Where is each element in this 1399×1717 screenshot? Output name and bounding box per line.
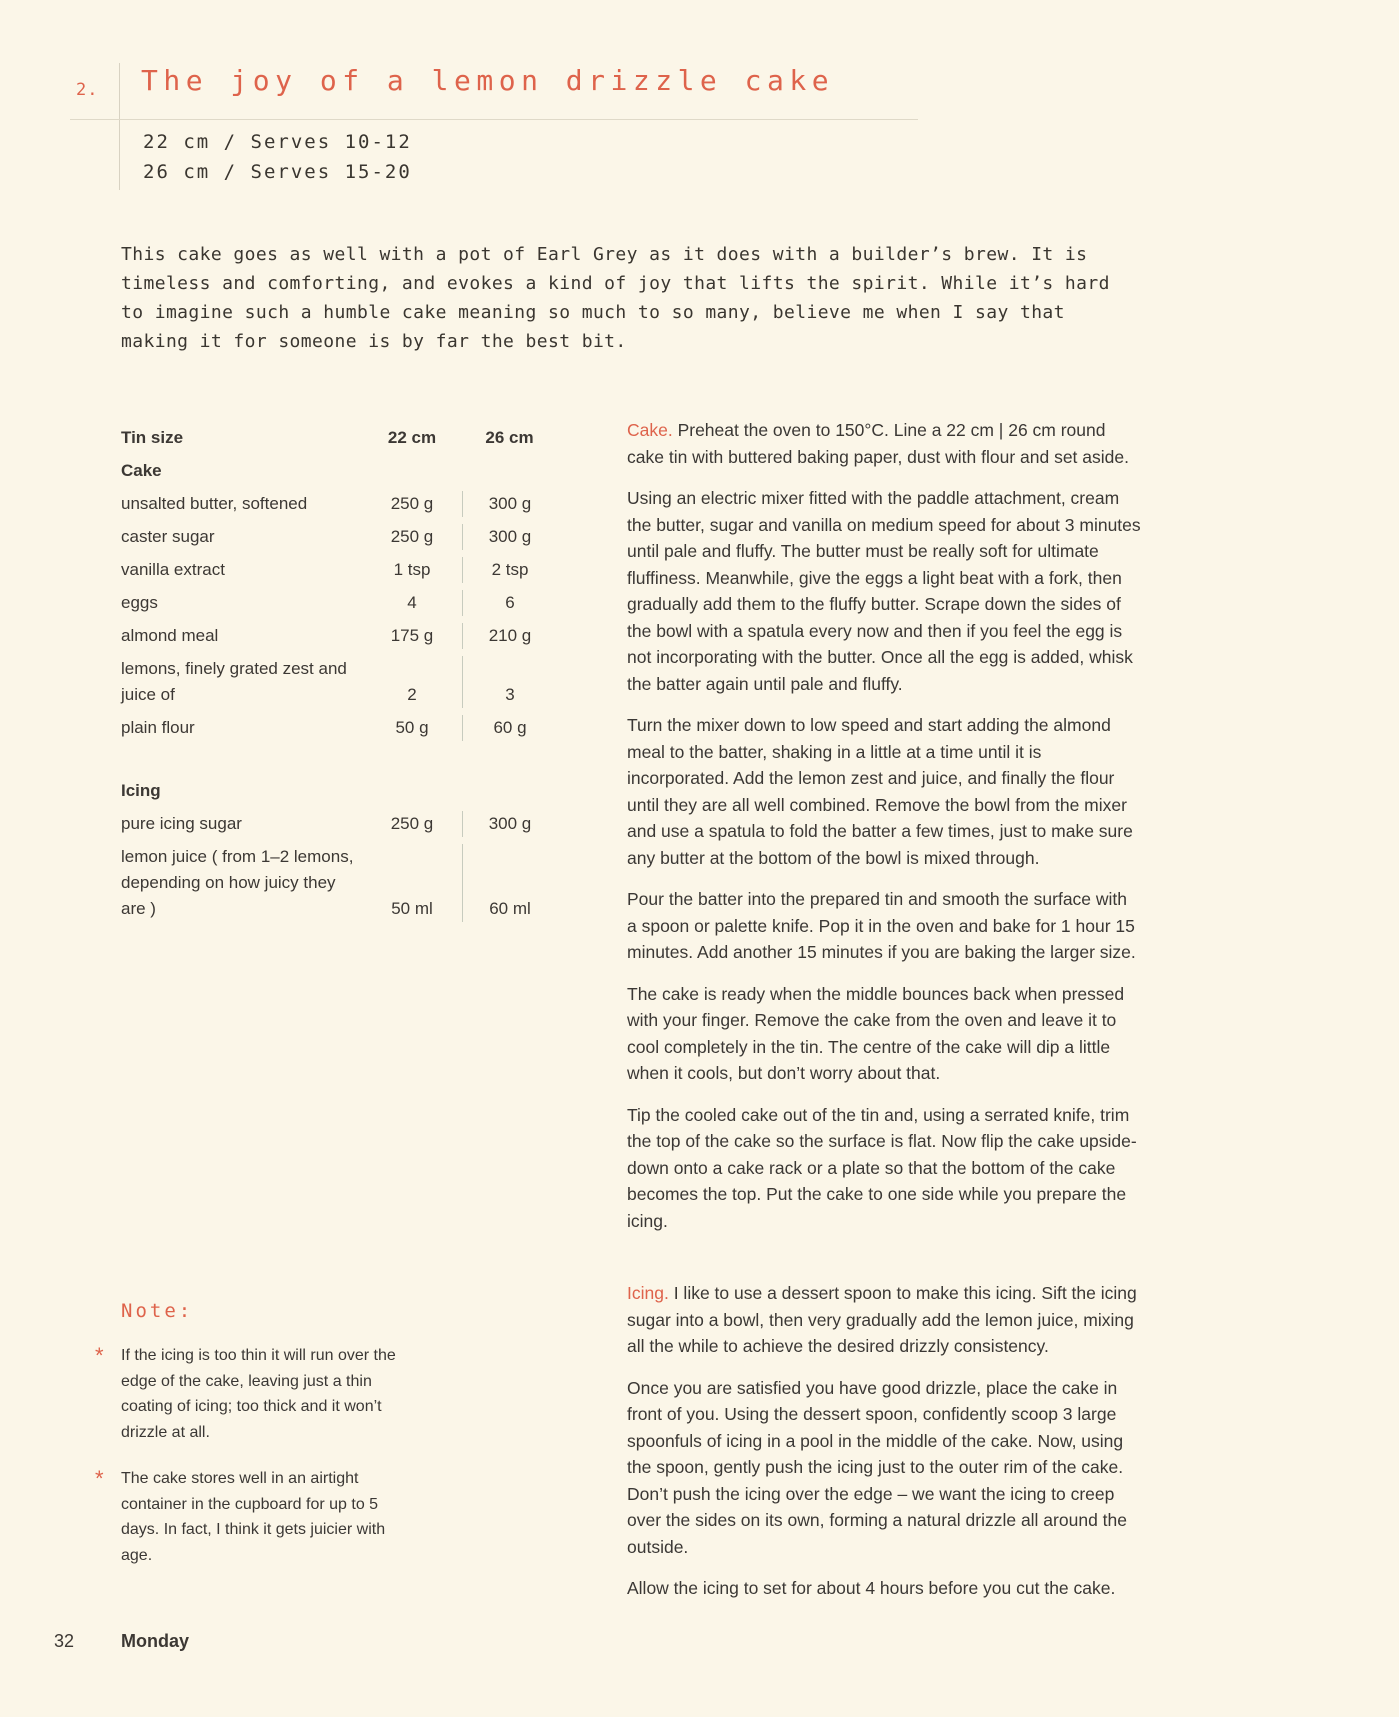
note-item — [95, 1466, 401, 1568]
title-vertical-rule — [119, 63, 120, 190]
ingredient-amount-22cm: 250 g — [390, 494, 434, 513]
ingredient-row — [121, 484, 557, 517]
paragraph-text: Turn the mixer down to low speed and start adding the almond meal to the batter, shaking in a little at a time until it is incorporated. Add the lemon zest and juice, and finally the flour until they are all well combined. Remove the bowl from the mixer and use a spatula to fold the batter a few times, just to make sure any butter at the bottom of the bowl is mixed through. — [627, 715, 1133, 868]
ingredient-row — [121, 804, 557, 837]
ingredient-section — [121, 451, 557, 741]
note-text: The cake stores well in an airtight container in the cupboard for up to 5 days. In fact, I think it gets juicier with age. — [121, 1470, 386, 1564]
paragraph-text: The cake is ready when the middle bounces back when pressed with your finger. Remove the cake from the oven and leave it to cool completely in the tin. The centre of the cake will dip a little when it cools, but don’t worry about that. — [627, 983, 1125, 1083]
ingredient-row — [121, 550, 557, 583]
ingredient-amount-26cm: 3 — [462, 656, 557, 708]
paragraph-text: I like to use a dessert spoon to make this icing. Sift the icing sugar into a bowl, then very gradually add the lemon juice, mixing all the while to achieve the desired drizzly consistency. — [627, 1283, 1137, 1356]
method-paragraph — [627, 981, 1141, 1087]
ingredient-name: almond meal — [121, 626, 219, 645]
ingredient-name: unsalted butter, softened — [121, 494, 308, 513]
method-paragraph — [627, 1280, 1141, 1360]
ingredient-section-title: Icing — [121, 781, 161, 800]
footer-day-label: Monday — [121, 1631, 190, 1651]
paragraph-text: Using an electric mixer fitted with the paddle attachment, cream the butter, sugar and vanilla on medium speed for about 3 minutes until pale and fluffy. The butter must be really soft for ultimate fluffiness. Meanwhile, give the eggs a light beat with a fork, then gradually add them to the fluffy butter. Scrape down the sides of the bowl with a spatula every now and then if you feel the egg is not incorporating with the butter. Once all the egg is added, whisk the batter again until pale and fluffy. — [627, 488, 1141, 694]
ingredient-amount-26cm: 6 — [462, 590, 557, 616]
ingredient-amount-26cm: 60 ml — [462, 844, 557, 922]
asterisk-bullet: * — [95, 1466, 104, 1491]
ingredient-amount-26cm: 300 g — [462, 811, 557, 837]
ingredient-name: caster sugar — [121, 527, 215, 546]
table-header-row — [121, 418, 557, 451]
method-paragraph — [627, 1375, 1141, 1561]
ingredients-table — [121, 418, 557, 922]
ingredient-amount-22cm: 175 g — [390, 626, 434, 645]
ingredient-name: lemon juice ( from 1–2 lemons, depending on how juicy they are ) — [121, 847, 354, 918]
serves-line: 26 cm / Serves 15-20 — [143, 161, 412, 183]
ingredient-row — [121, 837, 557, 922]
ingredient-amount-22cm: 1 tsp — [393, 560, 431, 579]
paragraph-text: Tip the cooled cake out of the tin and, using a serrated knife, trim the top of the cake so the surface is flat. Now flip the cake upside-down onto a cake rack or a plate so that the bottom of the cake becomes the top. Put the cake to one side while you prepare the icing. — [627, 1104, 1137, 1231]
method-paragraph — [627, 886, 1141, 966]
chapter-number: 2. — [76, 80, 99, 100]
column-header-22cm: 22 cm — [387, 428, 437, 447]
asterisk-bullet: * — [95, 1343, 104, 1368]
method-column — [627, 417, 1141, 1617]
ingredient-amount-22cm: 50 g — [395, 718, 429, 737]
ingredient-name: pure icing sugar — [121, 814, 242, 833]
title-horizontal-rule — [70, 119, 918, 120]
ingredient-name: plain flour — [121, 718, 195, 737]
method-paragraph — [627, 417, 1141, 470]
paragraph-lead-label: Icing. — [627, 1283, 674, 1303]
column-header-26cm: 26 cm — [485, 428, 534, 447]
ingredient-section — [121, 771, 557, 922]
ingredient-row — [121, 616, 557, 649]
ingredient-section-title: Cake — [121, 461, 162, 480]
ingredient-amount-26cm: 60 g — [462, 715, 557, 741]
serves-info — [143, 127, 412, 187]
paragraph-text: Pour the batter into the prepared tin and smooth the surface with a spoon or palette knife. Pop it in the oven and bake for 1 hour 15 minutes. Add another 15 minutes if you are baking the larger size. — [627, 889, 1136, 962]
ingredient-amount-26cm: 300 g — [462, 491, 557, 517]
note-item — [95, 1343, 401, 1445]
ingredient-amount-22cm: 4 — [407, 593, 417, 612]
ingredient-rows — [121, 484, 557, 741]
ingredient-amount-26cm: 300 g — [462, 524, 557, 550]
ingredient-amount-26cm: 210 g — [462, 623, 557, 649]
notes-block — [95, 1300, 401, 1568]
intro-paragraph: This cake goes as well with a pot of Earl Grey as it does with a builder’s brew. It is timeless and comforting, and evokes a kind of joy that lifts the spirit. While it’s hard to imagine such a humble cake meaning so much to so many, believe me when I say that making it for someone is by far the best bit. — [121, 244, 1110, 352]
ingredient-row — [121, 649, 557, 708]
ingredient-amount-22cm: 250 g — [390, 527, 434, 546]
ingredient-rows — [121, 804, 557, 922]
serves-line: 22 cm / Serves 10-12 — [143, 131, 412, 153]
method-paragraph — [627, 712, 1141, 871]
note-text: If the icing is too thin it will run over the edge of the cake, leaving just a thin coating of icing; too thick and it won’t drizzle at all. — [121, 1347, 396, 1441]
section-title-row — [121, 771, 557, 804]
paragraph-lead-label: Cake. — [627, 420, 678, 440]
ingredient-name: eggs — [121, 593, 158, 612]
ingredient-amount-22cm: 250 g — [390, 814, 434, 833]
footer-page-number: 32 — [54, 1631, 75, 1651]
page-title: The joy of a lemon drizzle cake — [141, 64, 835, 97]
ingredient-sections — [121, 451, 557, 922]
note-items — [95, 1343, 401, 1568]
ingredient-row — [121, 708, 557, 741]
ingredient-name: lemons, finely grated zest and juice of — [121, 659, 347, 704]
ingredient-row — [121, 583, 557, 616]
column-header-tin-size: Tin size — [121, 428, 184, 447]
ingredient-name: vanilla extract — [121, 560, 225, 579]
ingredient-amount-26cm: 2 tsp — [462, 557, 557, 583]
method-paragraph — [627, 1102, 1141, 1235]
paragraph-text: Preheat the oven to 150°C. Line a 22 cm | 26 cm round cake tin with buttered baking paper, dust with flour and set aside. — [627, 420, 1129, 467]
ingredient-row — [121, 517, 557, 550]
ingredient-amount-22cm: 50 ml — [391, 899, 433, 918]
paragraph-text: Once you are satisfied you have good drizzle, place the cake in front of you. Using the dessert spoon, confidently scoop 3 large spoonfuls of icing in a pool in the middle of the cake. Now, using the spoon, gently push the icing just to the outer rim of the cake. Don’t push the icing over the edge – we want the icing to creep over the sides on its own, forming a natural drizzle all around the outside. — [627, 1377, 1127, 1557]
section-title-row — [121, 451, 557, 484]
method-paragraph — [627, 485, 1141, 697]
ingredient-amount-22cm: 2 — [407, 685, 417, 704]
method-paragraph — [627, 1575, 1141, 1602]
notes-heading: Note: — [121, 1300, 194, 1322]
paragraph-text: Allow the icing to set for about 4 hours before you cut the cake. — [627, 1578, 1116, 1598]
